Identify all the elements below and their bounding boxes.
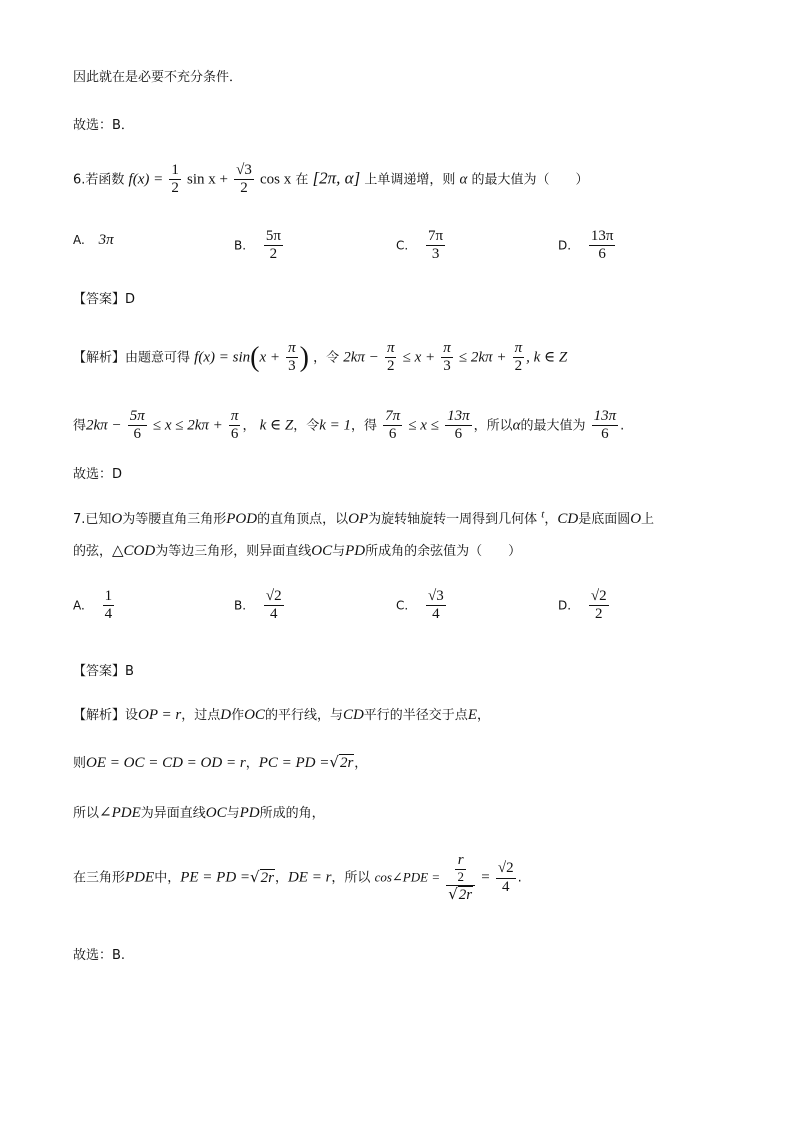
math-O: O [630, 511, 642, 527]
sqrt-radicand: 2r [458, 887, 473, 904]
question-6 [73, 162, 589, 198]
frac-den: 4 [432, 606, 440, 623]
math-sqrt2r: √2r [250, 867, 274, 886]
frac-den: 6 [388, 426, 397, 443]
math-x-plus: x + [259, 349, 280, 366]
option-value [589, 588, 609, 624]
frac-den: 2 [171, 180, 179, 197]
text-line-select-b [73, 114, 134, 133]
q7-option-a[interactable] [73, 588, 116, 624]
math-PD: PD [239, 805, 260, 821]
text-max: 的最大值为 [520, 418, 586, 434]
select-text: 故选：B. [73, 948, 126, 963]
frac-num: 13π [592, 408, 619, 426]
frac-num: π [286, 340, 298, 358]
frac-den: 6 [598, 246, 606, 263]
text: ， [245, 756, 259, 771]
math-OPr: OP = r [138, 707, 182, 723]
math-ineq-b: ≤ x + [402, 349, 436, 366]
text: 所成的角， [259, 806, 325, 821]
math-kz: k ∈ Z [259, 417, 294, 434]
math-DEr: DE = r [287, 869, 332, 886]
frac-den: 2 [269, 246, 278, 263]
math-ineq-c: ≤ 2kπ + [458, 349, 507, 366]
math-i2b: ≤ x ≤ 2kπ + [152, 417, 223, 434]
q6-fx: f(x) = [128, 171, 164, 188]
frac-pi-3b [441, 340, 453, 376]
frac-num: 1 [103, 588, 115, 606]
answer-tag: 【答案】 [73, 292, 126, 307]
option-label: D. [558, 238, 572, 253]
option-value: 3π [98, 232, 114, 248]
period: . [620, 418, 625, 434]
text: 在三角形 [73, 870, 126, 886]
comma: ， [242, 418, 256, 434]
math-E: E [467, 707, 477, 723]
paren-close: ) [299, 341, 309, 373]
q6-interval: [2π, α] [312, 168, 361, 188]
frac-den: 6 [133, 426, 141, 443]
math-sqrt2r: √2r [329, 753, 354, 771]
text: 为等边三角形，则异面直线 [155, 544, 312, 559]
option-label: B. [234, 598, 247, 613]
frac-pi-6 [229, 408, 241, 444]
option-label: C. [396, 238, 409, 253]
q7-option-c[interactable] [396, 588, 448, 624]
frac-num: π [385, 340, 397, 358]
text: 则 [73, 756, 87, 771]
analysis-tag: 【解析】 [73, 350, 126, 366]
text-line-select-d [73, 463, 122, 482]
paren-open: ( [250, 341, 260, 373]
math-cos: cos∠PDE = [374, 869, 441, 885]
frac-den: 3 [443, 358, 451, 375]
frac-den: √2r [448, 885, 473, 904]
text: 为等腰直角三角形 [122, 512, 227, 527]
frac-num: 7π [383, 408, 402, 426]
option-label: B. [234, 238, 247, 253]
period: . [517, 870, 522, 886]
frac-num: π [513, 340, 525, 358]
analysis-7-line-4 [73, 852, 522, 904]
option-value [264, 228, 283, 264]
text: 设 [125, 708, 139, 723]
frac-num: 7π [426, 228, 445, 246]
analysis-6-line-1 [73, 340, 567, 376]
select-text: 故选：D [73, 467, 123, 482]
frac-den: 2 [386, 358, 395, 375]
frac-den: 6 [230, 426, 239, 443]
q6-frac-half [169, 162, 181, 198]
answer-7 [73, 660, 134, 679]
text: ， [354, 756, 368, 771]
q6-frac-sqrt3 [234, 162, 254, 198]
q6-alpha: α [459, 171, 468, 188]
text: 7.已知 [73, 512, 112, 527]
conclusion-text: 因此就在是必要不充分条件． [73, 70, 243, 85]
frac-num: 13π [445, 408, 472, 426]
math-CD: CD [342, 707, 364, 723]
frac-den: 3 [288, 358, 296, 375]
option-value [103, 588, 115, 624]
text: 上 [641, 512, 655, 527]
text: 中， [154, 870, 181, 886]
math-OC: OC [311, 543, 333, 559]
math-eq: = [481, 869, 490, 886]
math-k1: k = 1 [319, 417, 351, 434]
q7-option-b[interactable] [234, 588, 286, 624]
option-label: A. [73, 598, 85, 613]
frac-13pi-6 [445, 408, 472, 444]
text-suoyi: ，所以 [473, 418, 513, 434]
select-text: 故选：B． [73, 118, 134, 133]
math-PD: PD [345, 543, 366, 559]
frac-num: 1 [169, 162, 181, 180]
question-7-line-1 [73, 508, 654, 528]
text: 的直角顶点，以 [257, 512, 349, 527]
analysis-text: 由题意可得 [125, 350, 191, 366]
text: 所以 [73, 806, 100, 821]
analysis-7-line-1 [73, 704, 490, 724]
text: ，过点 [181, 708, 221, 723]
q6-cosx: cos x [260, 171, 292, 188]
q6-tail: 的最大值为（ ） [471, 172, 589, 188]
answer-value: B [125, 664, 134, 679]
math-chain: OE = OC = CD = OD = r [86, 755, 246, 771]
frac-pi-2b [513, 340, 525, 376]
q6-option-d[interactable] [558, 228, 617, 264]
math-COD: △COD [112, 543, 156, 559]
frac-num: √3 [234, 162, 254, 180]
math-ineq-d: , k ∈ Z [526, 349, 568, 366]
text: ， [476, 708, 490, 723]
frac-den: 2 [240, 180, 248, 197]
q7-option-d[interactable] [558, 588, 611, 624]
frac-result [496, 860, 516, 896]
text: 的平行线，与 [264, 708, 343, 723]
frac-num: 5π [128, 408, 147, 426]
frac-pi-2 [385, 340, 397, 376]
frac-num [446, 852, 475, 886]
frac-5pi-6 [128, 408, 147, 444]
option-label: A. [73, 233, 85, 247]
analysis-6-line-2 [73, 408, 624, 444]
frac-7pi-6 [383, 408, 402, 444]
answer-6 [73, 288, 135, 307]
text: 的弦， [73, 544, 113, 559]
frac-den: 4 [502, 878, 510, 895]
math-POD: POD [226, 511, 258, 527]
frac-num: r [455, 852, 466, 870]
text: 作 [231, 708, 245, 723]
frac-den: 4 [269, 606, 278, 623]
frac-den: 2 [457, 869, 464, 885]
frac-num: 5π [264, 228, 283, 246]
math-pcpd: PC = PD = [258, 755, 330, 771]
frac-num: π [441, 340, 453, 358]
analysis-7-line-3 [73, 802, 325, 822]
frac-cos [446, 852, 475, 904]
q6-mid: 上单调递增，则 [364, 172, 456, 188]
text-ling: ，令 [293, 418, 320, 434]
analysis-tag: 【解析】 [73, 708, 126, 723]
math-i2a: 2kπ − [86, 417, 122, 434]
frac-den: 2 [514, 358, 523, 375]
option-label: C. [396, 598, 409, 613]
math-le-x-le: ≤ x ≤ [408, 417, 439, 434]
math-CD: CD [557, 511, 579, 527]
text: 为异面直线 [140, 806, 206, 821]
sqrt-radicand: 2r [260, 869, 274, 886]
analysis-7-line-2 [73, 752, 367, 772]
frac-den: 2 [595, 606, 603, 623]
option-value [426, 228, 445, 264]
frac-den: 3 [431, 246, 440, 263]
text-line-conclusion [73, 66, 242, 85]
answer-value: D [125, 292, 136, 307]
frac-num: √2 [264, 588, 284, 606]
text-de: 得 [73, 418, 87, 434]
sqrt-radicand: 2r [339, 755, 354, 771]
text: ，所以 [331, 870, 371, 886]
frac-num: √2 [589, 588, 609, 606]
text-line-select-b-final [73, 944, 125, 963]
text: ， [544, 512, 558, 527]
frac-num: 13π [589, 228, 616, 246]
q6-prefix: 6.若函数 [73, 172, 125, 188]
question-7-line-2 [73, 540, 521, 560]
math-fx-sin: f(x) = sin [194, 349, 251, 366]
text: 与 [226, 806, 240, 821]
text: ， [274, 870, 288, 886]
q6-option-b[interactable] [234, 228, 285, 264]
math-t: t [541, 508, 545, 521]
text: 是底面圆 [578, 512, 631, 527]
option-value [589, 228, 616, 264]
answer-tag: 【答案】 [73, 664, 126, 679]
text: 与 [332, 544, 346, 559]
frac-pi-3 [286, 340, 298, 376]
q6-option-c[interactable] [396, 228, 447, 264]
frac-13pi-6-result [592, 408, 619, 444]
frac-num: π [229, 408, 241, 426]
frac-num: √2 [496, 860, 516, 878]
math-ineq-a: 2kπ − [343, 349, 379, 366]
q6-on: 在 [295, 172, 309, 188]
math-OC: OC [244, 707, 265, 723]
text: 平行的半径交于点 [363, 708, 468, 723]
q6-option-a[interactable] [73, 232, 114, 249]
text-ling: ，令 [313, 350, 340, 366]
math-OC: OC [205, 805, 227, 821]
frac-num: √3 [426, 588, 446, 606]
frac-den: 6 [601, 426, 609, 443]
q6-sinx: sin x + [187, 171, 228, 188]
math-alpha: α [512, 417, 521, 434]
option-value [426, 588, 446, 624]
text: 所成角的余弦值为（ ） [365, 544, 522, 559]
math-O: O [111, 511, 123, 527]
frac-r-2 [455, 852, 466, 885]
math-D: D [220, 707, 232, 723]
math-PDE: PDE [125, 869, 155, 886]
option-value [264, 588, 284, 624]
math-pepd: PE = PD = [180, 869, 251, 886]
math-OP: OP [348, 511, 369, 527]
math-angle: ∠PDE [99, 805, 141, 821]
frac-den: 4 [104, 606, 113, 623]
text-de: ，得 [351, 418, 378, 434]
text: 为旋转轴旋转一周得到几何体 [368, 512, 538, 527]
option-label: D. [558, 598, 572, 613]
frac-den: 6 [454, 426, 463, 443]
